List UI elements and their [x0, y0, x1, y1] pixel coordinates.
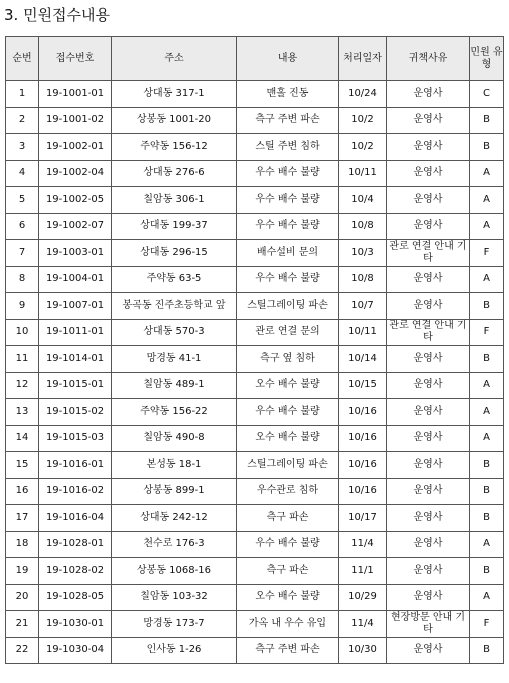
cell-type: B [470, 558, 504, 585]
cell-type: A [470, 372, 504, 399]
cell-date: 10/29 [339, 584, 387, 611]
cell-receipt-no: 19-1007-01 [39, 293, 112, 320]
cell-cause: 운영사 [387, 505, 470, 532]
cell-cause: 운영사 [387, 266, 470, 293]
cell-content: 측구 주변 파손 [237, 637, 339, 664]
table-row [6, 372, 504, 399]
cell-content: 측구 파손 [237, 558, 339, 585]
col-header-date: 처리일자 [339, 37, 387, 81]
cell-type: B [470, 346, 504, 373]
cell-seq: 22 [6, 637, 39, 664]
table-row [6, 319, 504, 346]
cell-cause: 운영사 [387, 584, 470, 611]
cell-date: 10/8 [339, 266, 387, 293]
cell-seq: 8 [6, 266, 39, 293]
cell-cause: 운영사 [387, 187, 470, 214]
col-header-type: 민원 유형 [470, 37, 504, 81]
cell-seq: 10 [6, 319, 39, 346]
cell-type: B [470, 452, 504, 479]
cell-content: 측구 주변 파손 [237, 107, 339, 134]
cell-address: 상대동 296-15 [112, 240, 237, 267]
table-row [6, 637, 504, 664]
cell-date: 10/16 [339, 399, 387, 426]
cell-type: B [470, 637, 504, 664]
cell-address: 상대동 276-6 [112, 160, 237, 187]
cell-content: 오수 배수 불량 [237, 372, 339, 399]
cell-receipt-no: 19-1002-01 [39, 134, 112, 161]
cell-receipt-no: 19-1004-01 [39, 266, 112, 293]
cell-type: F [470, 611, 504, 638]
cell-type: B [470, 134, 504, 161]
cell-cause: 운영사 [387, 399, 470, 426]
cell-type: A [470, 213, 504, 240]
cell-seq: 20 [6, 584, 39, 611]
cell-receipt-no: 19-1015-03 [39, 425, 112, 452]
cell-content: 배수설비 문의 [237, 240, 339, 267]
cell-content: 오수 배수 불량 [237, 425, 339, 452]
cell-receipt-no: 19-1015-02 [39, 399, 112, 426]
cell-date: 11/4 [339, 531, 387, 558]
cell-type: B [470, 505, 504, 532]
cell-receipt-no: 19-1002-05 [39, 187, 112, 214]
cell-cause: 운영사 [387, 558, 470, 585]
cell-content: 가옥 내 우수 유입 [237, 611, 339, 638]
table-row [6, 81, 504, 108]
table-row [6, 293, 504, 320]
cell-cause: 관로 연결 안내 기타 [387, 240, 470, 267]
cell-receipt-no: 19-1028-01 [39, 531, 112, 558]
cell-address: 상봉동 1001-20 [112, 107, 237, 134]
cell-content: 우수 배수 불량 [237, 160, 339, 187]
table-row [6, 240, 504, 267]
cell-address: 인사동 1-26 [112, 637, 237, 664]
cell-date: 10/11 [339, 160, 387, 187]
cell-cause: 운영사 [387, 372, 470, 399]
cell-date: 10/2 [339, 134, 387, 161]
cell-address: 주약동 63-5 [112, 266, 237, 293]
table-row [6, 213, 504, 240]
cell-address: 칠암동 306-1 [112, 187, 237, 214]
table-row [6, 584, 504, 611]
col-header-receipt-no: 접수번호 [39, 37, 112, 81]
cell-receipt-no: 19-1015-01 [39, 372, 112, 399]
cell-date: 10/24 [339, 81, 387, 108]
cell-cause: 운영사 [387, 637, 470, 664]
section-title: 3. 민원접수내용 [4, 6, 111, 24]
cell-type: B [470, 107, 504, 134]
cell-receipt-no: 19-1002-07 [39, 213, 112, 240]
cell-date: 10/4 [339, 187, 387, 214]
cell-address: 상대동 317-1 [112, 81, 237, 108]
cell-seq: 9 [6, 293, 39, 320]
cell-content: 관로 연결 문의 [237, 319, 339, 346]
cell-cause: 운영사 [387, 478, 470, 505]
cell-type: A [470, 187, 504, 214]
cell-seq: 14 [6, 425, 39, 452]
col-header-address: 주소 [112, 37, 237, 81]
cell-date: 10/16 [339, 425, 387, 452]
table-row [6, 134, 504, 161]
cell-content: 맨홀 진동 [237, 81, 339, 108]
cell-content: 스틸그레이팅 파손 [237, 293, 339, 320]
cell-address: 칠암동 490-8 [112, 425, 237, 452]
cell-address: 상대동 199-37 [112, 213, 237, 240]
cell-seq: 15 [6, 452, 39, 479]
cell-receipt-no: 19-1030-01 [39, 611, 112, 638]
table-row [6, 505, 504, 532]
cell-date: 11/1 [339, 558, 387, 585]
cell-cause: 운영사 [387, 160, 470, 187]
cell-address: 상대동 242-12 [112, 505, 237, 532]
cell-seq: 5 [6, 187, 39, 214]
cell-date: 10/14 [339, 346, 387, 373]
table-row [6, 107, 504, 134]
table-row [6, 531, 504, 558]
col-header-content: 내용 [237, 37, 339, 81]
cell-date: 10/8 [339, 213, 387, 240]
cell-date: 10/16 [339, 452, 387, 479]
cell-type: B [470, 293, 504, 320]
cell-seq: 11 [6, 346, 39, 373]
table-row [6, 478, 504, 505]
cell-seq: 12 [6, 372, 39, 399]
cell-cause: 운영사 [387, 81, 470, 108]
cell-address: 상봉동 1068-16 [112, 558, 237, 585]
cell-receipt-no: 19-1014-01 [39, 346, 112, 373]
cell-date: 10/15 [339, 372, 387, 399]
table-row [6, 160, 504, 187]
cell-type: A [470, 399, 504, 426]
cell-receipt-no: 19-1016-02 [39, 478, 112, 505]
cell-receipt-no: 19-1003-01 [39, 240, 112, 267]
cell-address: 망경동 173-7 [112, 611, 237, 638]
cell-type: B [470, 478, 504, 505]
table-row [6, 452, 504, 479]
cell-content: 측구 옆 침하 [237, 346, 339, 373]
cell-seq: 21 [6, 611, 39, 638]
table-row [6, 611, 504, 638]
cell-content: 우수관로 침하 [237, 478, 339, 505]
cell-date: 11/4 [339, 611, 387, 638]
cell-seq: 17 [6, 505, 39, 532]
cell-cause: 운영사 [387, 293, 470, 320]
cell-seq: 19 [6, 558, 39, 585]
cell-address: 본성동 18-1 [112, 452, 237, 479]
cell-seq: 4 [6, 160, 39, 187]
cell-address: 칠암동 103-32 [112, 584, 237, 611]
cell-content: 측구 파손 [237, 505, 339, 532]
cell-receipt-no: 19-1001-01 [39, 81, 112, 108]
cell-type: A [470, 160, 504, 187]
table-row [6, 558, 504, 585]
cell-type: A [470, 531, 504, 558]
cell-content: 스틸그레이팅 파손 [237, 452, 339, 479]
cell-type: F [470, 319, 504, 346]
cell-cause: 운영사 [387, 452, 470, 479]
cell-receipt-no: 19-1028-05 [39, 584, 112, 611]
complaint-table [5, 36, 504, 664]
cell-content: 우수 배수 불량 [237, 266, 339, 293]
cell-date: 10/16 [339, 478, 387, 505]
table-row [6, 399, 504, 426]
cell-seq: 16 [6, 478, 39, 505]
cell-date: 10/11 [339, 319, 387, 346]
cell-address: 주약동 156-22 [112, 399, 237, 426]
cell-date: 10/7 [339, 293, 387, 320]
cell-date: 10/3 [339, 240, 387, 267]
cell-cause: 운영사 [387, 425, 470, 452]
cell-content: 우수 배수 불량 [237, 531, 339, 558]
cell-type: C [470, 81, 504, 108]
cell-date: 10/30 [339, 637, 387, 664]
header-row [6, 37, 504, 81]
cell-type: F [470, 240, 504, 267]
cell-seq: 6 [6, 213, 39, 240]
cell-address: 주약동 156-12 [112, 134, 237, 161]
cell-type: A [470, 425, 504, 452]
cell-type: A [470, 266, 504, 293]
cell-receipt-no: 19-1030-04 [39, 637, 112, 664]
cell-seq: 2 [6, 107, 39, 134]
cell-date: 10/2 [339, 107, 387, 134]
cell-seq: 3 [6, 134, 39, 161]
cell-seq: 18 [6, 531, 39, 558]
cell-receipt-no: 19-1001-02 [39, 107, 112, 134]
table-row [6, 266, 504, 293]
cell-cause: 운영사 [387, 346, 470, 373]
cell-seq: 13 [6, 399, 39, 426]
cell-cause: 운영사 [387, 213, 470, 240]
cell-seq: 1 [6, 81, 39, 108]
cell-address: 칠암동 489-1 [112, 372, 237, 399]
cell-cause: 운영사 [387, 107, 470, 134]
cell-address: 천수로 176-3 [112, 531, 237, 558]
cell-date: 10/17 [339, 505, 387, 532]
cell-address: 봉곡동 진주초등학교 앞 [112, 293, 237, 320]
cell-content: 스틸 주변 침하 [237, 134, 339, 161]
cell-type: A [470, 584, 504, 611]
cell-content: 오수 배수 불량 [237, 584, 339, 611]
cell-content: 우수 배수 불량 [237, 187, 339, 214]
cell-cause: 관로 연결 안내 기타 [387, 319, 470, 346]
cell-receipt-no: 19-1028-02 [39, 558, 112, 585]
cell-content: 우수 배수 불량 [237, 399, 339, 426]
cell-receipt-no: 19-1011-01 [39, 319, 112, 346]
cell-receipt-no: 19-1016-01 [39, 452, 112, 479]
cell-address: 상봉동 899-1 [112, 478, 237, 505]
table-row [6, 425, 504, 452]
col-header-cause: 귀책사유 [387, 37, 470, 81]
cell-seq: 7 [6, 240, 39, 267]
cell-receipt-no: 19-1002-04 [39, 160, 112, 187]
cell-cause: 운영사 [387, 531, 470, 558]
cell-receipt-no: 19-1016-04 [39, 505, 112, 532]
table-row [6, 187, 504, 214]
cell-cause: 현장방문 안내 기타 [387, 611, 470, 638]
cell-cause: 운영사 [387, 134, 470, 161]
cell-content: 우수 배수 불량 [237, 213, 339, 240]
cell-address: 망경동 41-1 [112, 346, 237, 373]
table-row [6, 346, 504, 373]
cell-address: 상대동 570-3 [112, 319, 237, 346]
col-header-seq: 순번 [6, 37, 39, 81]
